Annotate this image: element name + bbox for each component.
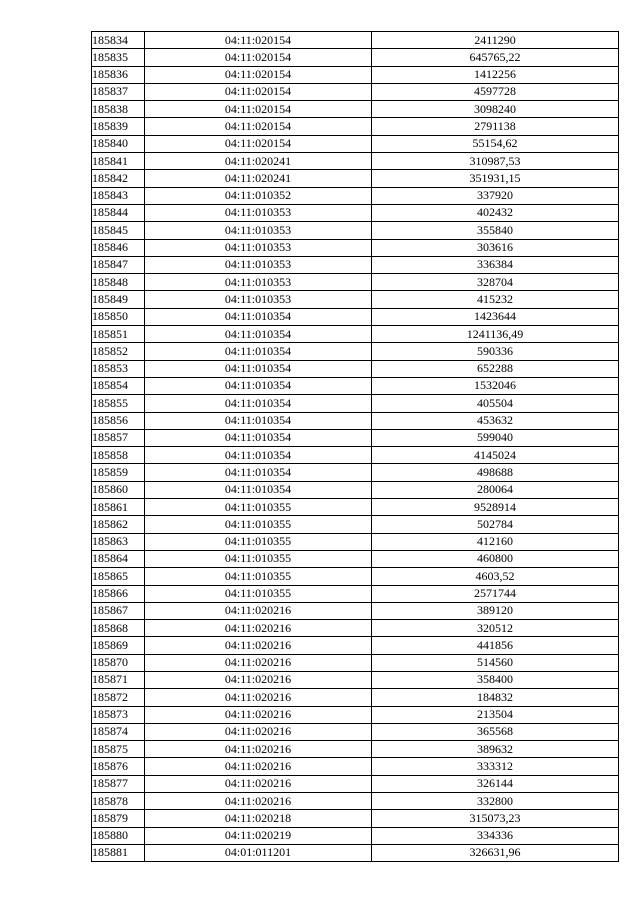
code-cell: 04:11:010353 [145, 256, 372, 273]
code-cell: 04:11:010353 [145, 274, 372, 291]
id-cell: 185871 [92, 671, 145, 688]
value-cell: 502784 [372, 516, 619, 533]
id-cell: 185863 [92, 533, 145, 550]
value-cell: 1423644 [372, 308, 619, 325]
value-cell: 599040 [372, 429, 619, 446]
id-cell: 185849 [92, 291, 145, 308]
code-cell: 04:11:020216 [145, 689, 372, 706]
table-row [92, 360, 619, 377]
table-row [92, 568, 619, 585]
table-row [92, 810, 619, 827]
value-cell: 303616 [372, 239, 619, 256]
table-row [92, 758, 619, 775]
value-cell: 453632 [372, 412, 619, 429]
id-cell: 185835 [92, 49, 145, 66]
table-row [92, 32, 619, 49]
value-cell: 351931,15 [372, 170, 619, 187]
table-row [92, 481, 619, 498]
value-cell: 498688 [372, 464, 619, 481]
table-row [92, 395, 619, 412]
value-cell: 4145024 [372, 447, 619, 464]
id-cell: 185880 [92, 827, 145, 844]
value-cell: 213504 [372, 706, 619, 723]
id-cell: 185836 [92, 66, 145, 83]
code-cell: 04:11:010355 [145, 550, 372, 567]
id-cell: 185866 [92, 585, 145, 602]
value-cell: 2791138 [372, 118, 619, 135]
code-cell: 04:11:020241 [145, 153, 372, 170]
code-cell: 04:11:010354 [145, 464, 372, 481]
value-cell: 310987,53 [372, 153, 619, 170]
table-row [92, 689, 619, 706]
code-cell: 04:11:020154 [145, 32, 372, 49]
table-row [92, 308, 619, 325]
code-cell: 04:11:010353 [145, 222, 372, 239]
code-cell: 04:11:010354 [145, 412, 372, 429]
id-cell: 185867 [92, 602, 145, 619]
code-cell: 04:11:020216 [145, 706, 372, 723]
id-cell: 185851 [92, 326, 145, 343]
id-cell: 185847 [92, 256, 145, 273]
id-cell: 185850 [92, 308, 145, 325]
value-cell: 326631,96 [372, 844, 619, 861]
code-cell: 04:11:020241 [145, 170, 372, 187]
table-row [92, 204, 619, 221]
code-cell: 04:11:010355 [145, 499, 372, 516]
table-row [92, 239, 619, 256]
code-cell: 04:11:010354 [145, 360, 372, 377]
id-cell: 185859 [92, 464, 145, 481]
code-cell: 04:11:020216 [145, 671, 372, 688]
table-row [92, 585, 619, 602]
value-cell: 4603,52 [372, 568, 619, 585]
table-row [92, 723, 619, 740]
table-row [92, 66, 619, 83]
code-cell: 04:11:020216 [145, 741, 372, 758]
id-cell: 185857 [92, 429, 145, 446]
table-row [92, 274, 619, 291]
code-cell: 04:11:020218 [145, 810, 372, 827]
table-row [92, 793, 619, 810]
id-cell: 185848 [92, 274, 145, 291]
value-cell: 184832 [372, 689, 619, 706]
table-row [92, 326, 619, 343]
table-row [92, 49, 619, 66]
id-cell: 185860 [92, 481, 145, 498]
table-row [92, 827, 619, 844]
code-cell: 04:11:010354 [145, 395, 372, 412]
value-cell: 645765,22 [372, 49, 619, 66]
code-cell: 04:11:010354 [145, 326, 372, 343]
value-cell: 652288 [372, 360, 619, 377]
value-cell: 2571744 [372, 585, 619, 602]
table-row [92, 671, 619, 688]
id-cell: 185846 [92, 239, 145, 256]
code-cell: 04:11:020154 [145, 101, 372, 118]
table-row [92, 429, 619, 446]
value-cell: 389632 [372, 741, 619, 758]
table-row [92, 516, 619, 533]
code-cell: 04:11:020216 [145, 793, 372, 810]
value-cell: 441856 [372, 637, 619, 654]
id-cell: 185869 [92, 637, 145, 654]
code-cell: 04:11:010354 [145, 377, 372, 394]
code-cell: 04:11:020216 [145, 775, 372, 792]
id-cell: 185870 [92, 654, 145, 671]
id-cell: 185841 [92, 153, 145, 170]
value-cell: 9528914 [372, 499, 619, 516]
table-row [92, 654, 619, 671]
table-row [92, 741, 619, 758]
table-row [92, 343, 619, 360]
code-cell: 04:11:010355 [145, 585, 372, 602]
table-row [92, 620, 619, 637]
code-cell: 04:11:010354 [145, 481, 372, 498]
value-cell: 320512 [372, 620, 619, 637]
code-cell: 04:11:020216 [145, 758, 372, 775]
value-cell: 55154,62 [372, 135, 619, 152]
value-cell: 415232 [372, 291, 619, 308]
value-cell: 332800 [372, 793, 619, 810]
table-row [92, 101, 619, 118]
id-cell: 185837 [92, 83, 145, 100]
value-cell: 1532046 [372, 377, 619, 394]
id-cell: 185854 [92, 377, 145, 394]
table-row [92, 256, 619, 273]
code-cell: 04:11:020154 [145, 83, 372, 100]
table-row [92, 170, 619, 187]
id-cell: 185874 [92, 723, 145, 740]
value-cell: 389120 [372, 602, 619, 619]
table-row [92, 464, 619, 481]
table-row [92, 706, 619, 723]
id-cell: 185839 [92, 118, 145, 135]
value-cell: 402432 [372, 204, 619, 221]
code-cell: 04:11:010352 [145, 187, 372, 204]
id-cell: 185861 [92, 499, 145, 516]
table-row [92, 844, 619, 861]
value-cell: 334336 [372, 827, 619, 844]
table-row [92, 775, 619, 792]
code-cell: 04:11:020154 [145, 118, 372, 135]
id-cell: 185865 [92, 568, 145, 585]
value-cell: 405504 [372, 395, 619, 412]
value-cell: 333312 [372, 758, 619, 775]
code-cell: 04:11:020154 [145, 66, 372, 83]
value-cell: 412160 [372, 533, 619, 550]
id-cell: 185838 [92, 101, 145, 118]
code-cell: 04:11:020216 [145, 620, 372, 637]
value-cell: 328704 [372, 274, 619, 291]
table-row [92, 499, 619, 516]
value-cell: 365568 [372, 723, 619, 740]
code-cell: 04:11:020219 [145, 827, 372, 844]
id-cell: 185840 [92, 135, 145, 152]
value-cell: 1241136,49 [372, 326, 619, 343]
value-cell: 1412256 [372, 66, 619, 83]
id-cell: 185876 [92, 758, 145, 775]
table-row [92, 533, 619, 550]
id-cell: 185855 [92, 395, 145, 412]
table-row [92, 153, 619, 170]
table-row [92, 447, 619, 464]
id-cell: 185842 [92, 170, 145, 187]
id-cell: 185879 [92, 810, 145, 827]
table-row [92, 377, 619, 394]
value-cell: 460800 [372, 550, 619, 567]
table-row [92, 602, 619, 619]
value-cell: 4597728 [372, 83, 619, 100]
id-cell: 185872 [92, 689, 145, 706]
id-cell: 185844 [92, 204, 145, 221]
id-cell: 185881 [92, 844, 145, 861]
value-cell: 315073,23 [372, 810, 619, 827]
code-cell: 04:11:010354 [145, 447, 372, 464]
id-cell: 185853 [92, 360, 145, 377]
table-row [92, 412, 619, 429]
code-cell: 04:11:020216 [145, 723, 372, 740]
id-cell: 185856 [92, 412, 145, 429]
code-cell: 04:11:010354 [145, 308, 372, 325]
value-cell: 336384 [372, 256, 619, 273]
table-row [92, 222, 619, 239]
table-row [92, 118, 619, 135]
value-cell: 280064 [372, 481, 619, 498]
table-row [92, 187, 619, 204]
id-cell: 185858 [92, 447, 145, 464]
table-row [92, 291, 619, 308]
id-cell: 185852 [92, 343, 145, 360]
value-cell: 337920 [372, 187, 619, 204]
code-cell: 04:11:020216 [145, 654, 372, 671]
value-cell: 355840 [372, 222, 619, 239]
value-cell: 358400 [372, 671, 619, 688]
code-cell: 04:11:010355 [145, 533, 372, 550]
id-cell: 185834 [92, 32, 145, 49]
id-cell: 185868 [92, 620, 145, 637]
code-cell: 04:11:020216 [145, 637, 372, 654]
code-cell: 04:11:010355 [145, 568, 372, 585]
id-cell: 185877 [92, 775, 145, 792]
id-cell: 185875 [92, 741, 145, 758]
value-cell: 514560 [372, 654, 619, 671]
code-cell: 04:11:010353 [145, 204, 372, 221]
code-cell: 04:11:010354 [145, 429, 372, 446]
id-cell: 185878 [92, 793, 145, 810]
code-cell: 04:11:020154 [145, 135, 372, 152]
data-table [91, 31, 619, 862]
table-body [92, 32, 619, 862]
id-cell: 185873 [92, 706, 145, 723]
code-cell: 04:11:020216 [145, 602, 372, 619]
value-cell: 590336 [372, 343, 619, 360]
table-row [92, 135, 619, 152]
code-cell: 04:11:010353 [145, 239, 372, 256]
table-row [92, 550, 619, 567]
table-row [92, 83, 619, 100]
value-cell: 326144 [372, 775, 619, 792]
value-cell: 3098240 [372, 101, 619, 118]
code-cell: 04:11:010354 [145, 343, 372, 360]
table-row [92, 637, 619, 654]
value-cell: 2411290 [372, 32, 619, 49]
id-cell: 185862 [92, 516, 145, 533]
code-cell: 04:01:011201 [145, 844, 372, 861]
id-cell: 185843 [92, 187, 145, 204]
id-cell: 185864 [92, 550, 145, 567]
id-cell: 185845 [92, 222, 145, 239]
code-cell: 04:11:010355 [145, 516, 372, 533]
code-cell: 04:11:020154 [145, 49, 372, 66]
code-cell: 04:11:010353 [145, 291, 372, 308]
